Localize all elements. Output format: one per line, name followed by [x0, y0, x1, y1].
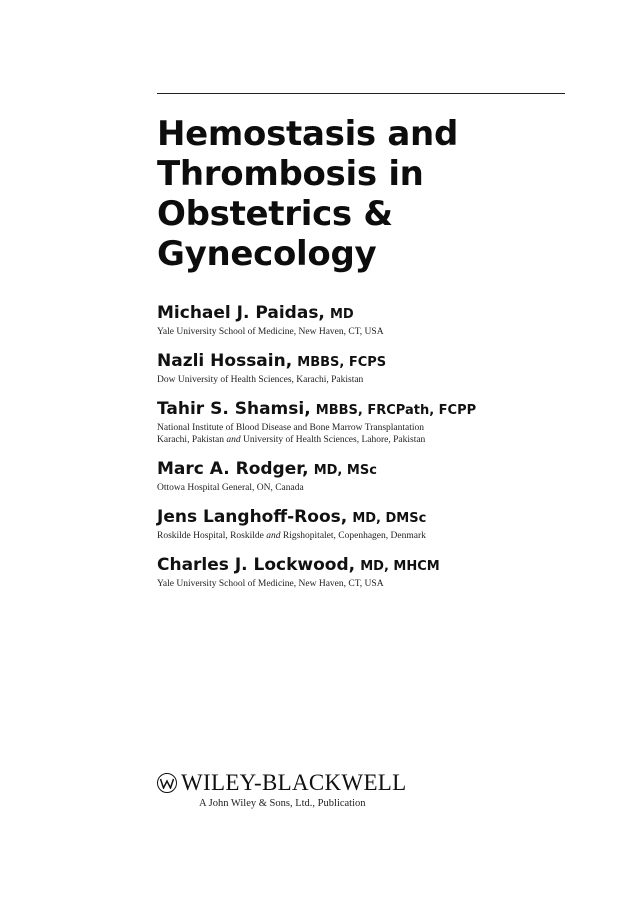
author-name: Jens Langhoff-Roos, [157, 507, 348, 527]
author-entry [157, 302, 597, 338]
author-credentials: MD, MSc [313, 463, 377, 478]
author-affiliation [157, 530, 597, 542]
author-entry [157, 458, 597, 494]
author-credentials: MBBS, FCPS [297, 355, 387, 370]
title-line: Obstetrics & [157, 194, 393, 234]
publisher-name: WILEY-BLACKWELL [181, 770, 407, 795]
author-name: Marc A. Rodger, [157, 459, 309, 479]
author-affiliation: Ottowa Hospital General, ON, Canada [157, 483, 304, 493]
author-entry [157, 398, 597, 446]
affiliation-text: Rigshopitalet, Copenhagen, Denmark [280, 531, 426, 541]
publisher-logo [157, 770, 457, 796]
author-name: Nazli Hossain, [157, 351, 293, 371]
affiliation-text: Karachi, Pakistan [157, 435, 227, 445]
top-rule [157, 93, 565, 94]
author-affiliation: National Institute of Blood Disease and Bone Marrow Transplantation [157, 423, 425, 433]
author-credentials: MD [330, 307, 354, 322]
publisher-imprint: A John Wiley & Sons, Ltd., Publication [199, 798, 366, 809]
title-line: Hemostasis and [157, 114, 458, 154]
book-title [157, 114, 577, 274]
author-name: Charles J. Lockwood, [157, 555, 356, 575]
author-entry [157, 506, 597, 542]
affiliation-text: University of Health Sciences, Lahore, Pakistan [240, 435, 426, 445]
affiliation-conjunction: and [266, 531, 281, 541]
author-credentials: MD, DMSc [352, 511, 427, 526]
author-entry [157, 350, 597, 386]
author-credentials: MBBS, FRCPath, FCPP [315, 403, 477, 418]
title-line: Thrombosis in [157, 154, 424, 194]
affiliation-text: Roskilde Hospital, Roskilde [157, 531, 267, 541]
author-affiliation: Yale University School of Medicine, New Haven, CT, USA [157, 327, 384, 337]
author-list [157, 302, 597, 602]
author-affiliation: Yale University School of Medicine, New Haven, CT, USA [157, 579, 384, 589]
author-entry [157, 554, 597, 590]
title-line: Gynecology [157, 234, 377, 274]
wiley-w-circle-icon [157, 773, 177, 793]
publisher-block [157, 770, 457, 809]
author-affiliation: Dow University of Health Sciences, Karachi, Pakistan [157, 375, 364, 385]
affiliation-conjunction: and [226, 435, 241, 445]
author-name: Michael J. Paidas, [157, 303, 325, 323]
author-credentials: MD, MHCM [360, 559, 440, 574]
author-affiliation-line2 [157, 434, 597, 446]
author-name: Tahir S. Shamsi, [157, 399, 311, 419]
